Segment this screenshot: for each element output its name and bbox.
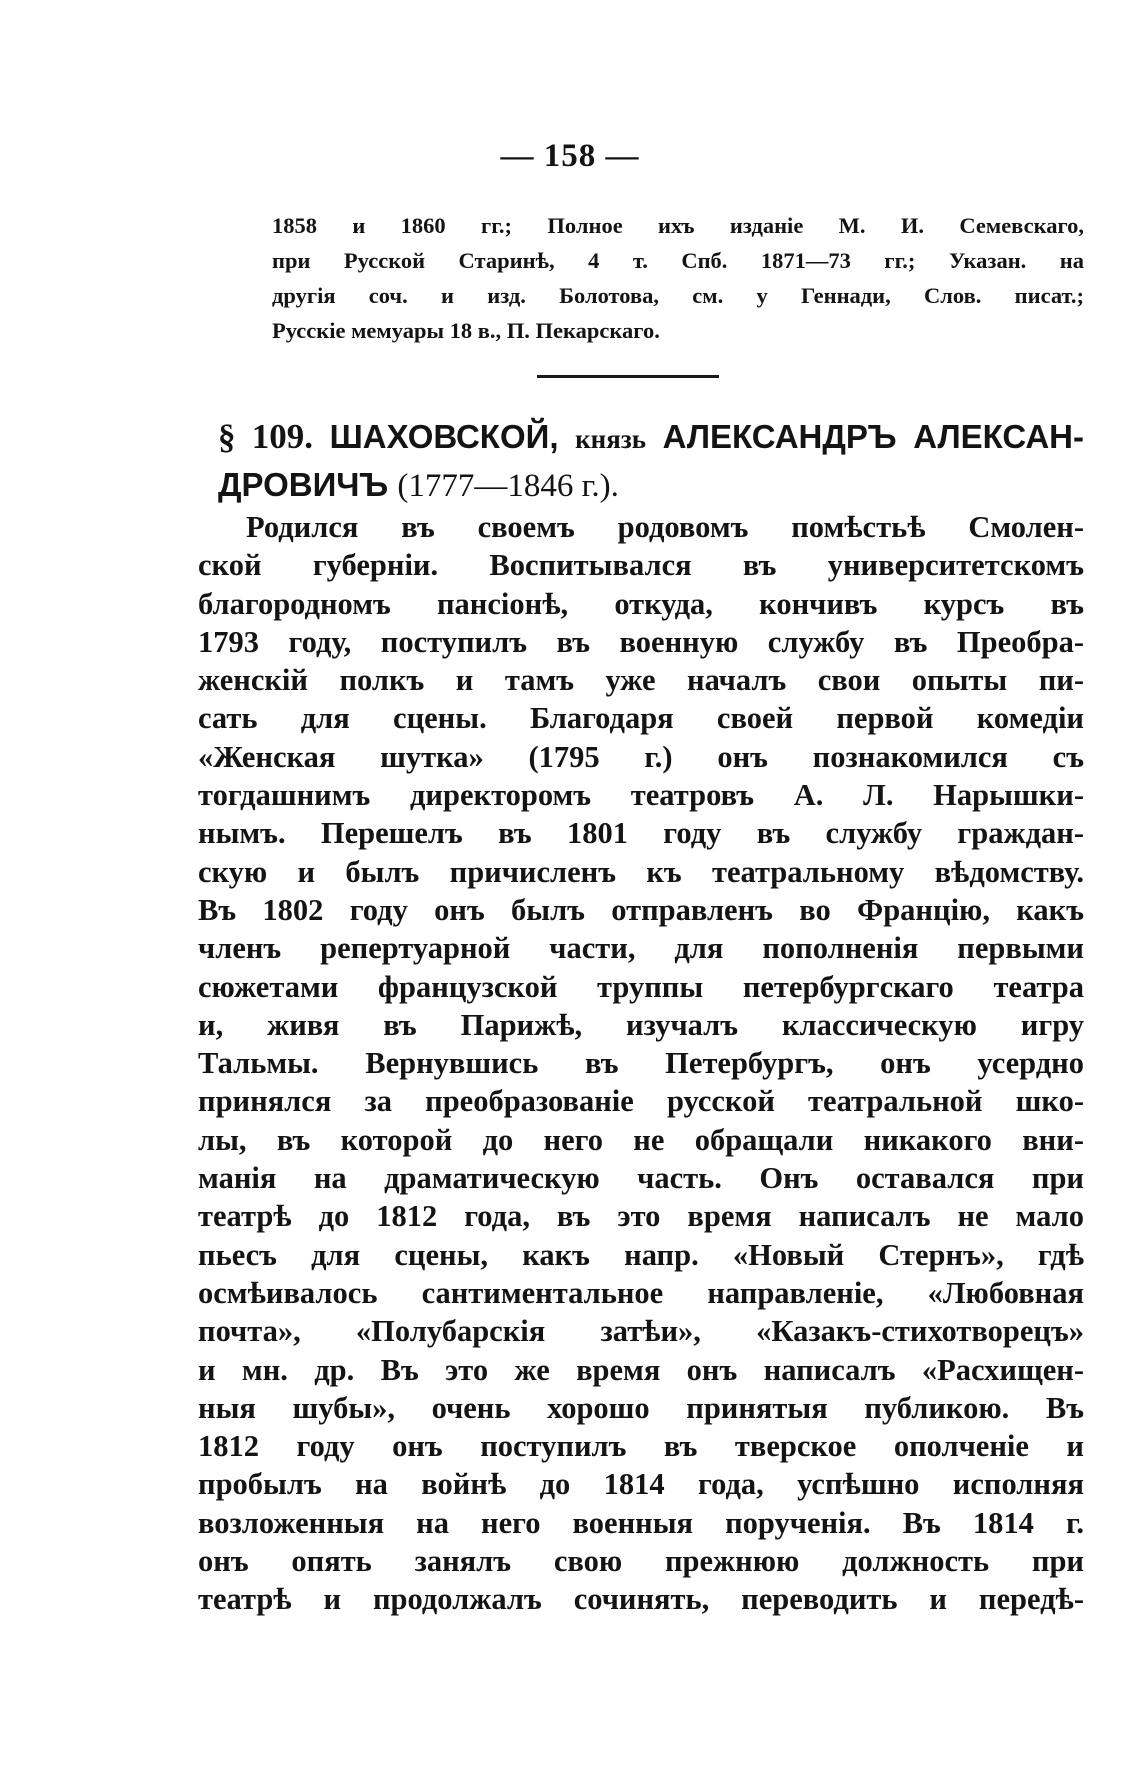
section-number: § 109. (218, 417, 313, 456)
body-line: благородномъ пансіонѣ, откуда, кончивъ курсъ въ (198, 586, 1084, 621)
section-divider (537, 375, 719, 378)
footnote-line: другія соч. и изд. Болотова, см. у Геннади, Слов. писат.; (272, 283, 1084, 308)
heading-line (218, 414, 1084, 462)
body-line: и, живя въ Парижѣ, изучалъ классическую игру (198, 1007, 1084, 1042)
body-line: 1793 году, поступилъ въ военную службу въ Преобра- (198, 624, 1084, 659)
body-line: театрѣ до 1812 года, въ это время написалъ не мало (198, 1199, 1084, 1234)
body-line: лы, въ которой до него не обращали никакого вни- (198, 1122, 1084, 1157)
body-line: пьесъ для сцены, какъ напр. «Новый Стернъ», гдѣ (198, 1237, 1084, 1272)
body-line: членъ репертуарной части, для пополненія первыми (198, 931, 1084, 966)
body-line: Тальмы. Вернувшись въ Петербургъ, онъ усердно (198, 1046, 1084, 1081)
body-paragraph (198, 508, 1084, 1619)
heading-line (218, 462, 1084, 509)
body-line: женскій полкъ и тамъ уже началъ свои опыты пи- (198, 663, 1084, 698)
body-line: манія на драматическую часть. Онъ оставался при (198, 1161, 1084, 1196)
heading-name: АЛЕКСАНДРЪ АЛЕКСАН- (662, 418, 1084, 455)
body-line: осмѣивалось сантиментальное направленіе, «Любовная (198, 1275, 1084, 1310)
body-line: сюжетами французской труппы петербургскаго театра (198, 969, 1084, 1004)
body-line: театрѣ и продолжалъ сочинять, переводить и передѣ- (198, 1582, 1084, 1617)
footnote-block (272, 208, 1084, 348)
body-line: 1812 году онъ поступилъ въ тверское ополченіе и (198, 1429, 1084, 1464)
body-line: нымъ. Перешелъ въ 1801 году въ службу граждан- (198, 816, 1084, 851)
footnote-line: при Русской Старинѣ, 4 т. Спб. 1871—73 гг.; Указан. на (272, 248, 1084, 273)
body-line: почта», «Полубарскія затѣи», «Казакъ-стихотворецъ» (198, 1314, 1084, 1349)
heading-title: князь (575, 424, 646, 454)
body-line: Родился въ своемъ родовомъ помѣстьѣ Смолен- (246, 510, 1084, 544)
heading-dates: (1777—1846 г.). (397, 468, 619, 504)
body-line: Въ 1802 году онъ былъ отправленъ во Францію, какъ (198, 892, 1084, 927)
body-line: и мн. др. Въ это же время онъ написалъ «Расхищен- (198, 1352, 1084, 1387)
heading-surname: ШАХОВСКОЙ, (329, 418, 559, 455)
body-line: скую и былъ причисленъ къ театральному вѣдомству. (198, 854, 1084, 889)
body-line: онъ опять занялъ свою прежнюю должность при (198, 1544, 1084, 1579)
body-line: пробылъ на войнѣ до 1814 года, успѣшно исполняя (198, 1467, 1084, 1502)
body-line: тогдашнимъ директоромъ театровъ А. Л. Нарышки- (198, 778, 1084, 813)
body-line: «Женская шутка» (1795 г.) онъ познакомился съ (198, 739, 1084, 774)
body-line: принялся за преобразованіе русской театральной шко- (198, 1084, 1084, 1119)
footnote-line: Русскіе мемуары 18 в., П. Пекарскаго. (272, 318, 660, 343)
page-number: — 158 — (500, 138, 640, 174)
body-line: возложенныя на него военныя порученія. Въ 1814 г. (198, 1505, 1084, 1540)
section-heading (218, 414, 1084, 509)
footnote-line: 1858 и 1860 гг.; Полное ихъ изданіе М. И. Семевскаго, (272, 213, 1084, 238)
body-line: ской губерніи. Воспитывался въ университетскомъ (198, 548, 1084, 583)
body-line: ныя шубы», очень хорошо принятыя публикою. Въ (198, 1390, 1084, 1425)
heading-patronymic: ДРОВИЧЪ (218, 466, 389, 503)
body-line: сать для сцены. Благодаря своей первой комедіи (198, 701, 1084, 736)
